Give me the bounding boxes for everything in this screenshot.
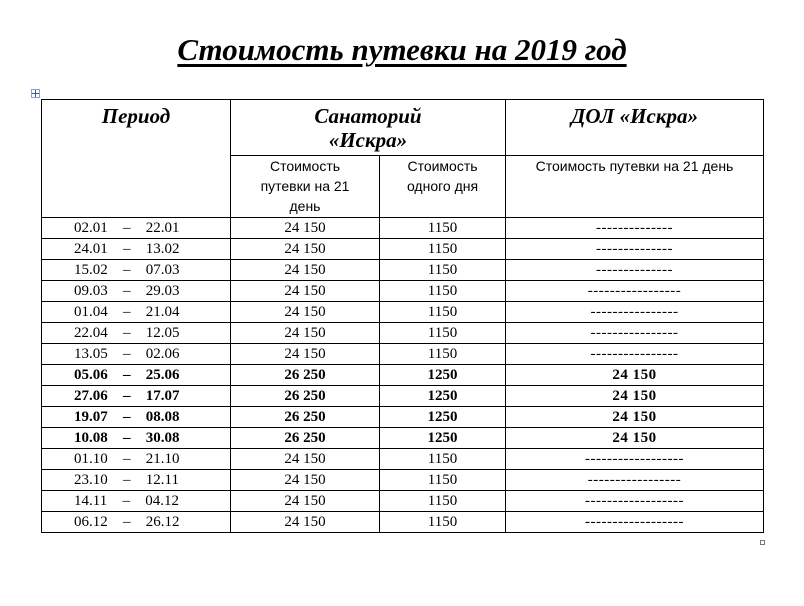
table-row xyxy=(42,386,764,407)
period-cell[interactable] xyxy=(42,365,231,386)
dol-price-cell[interactable]: -------------- xyxy=(506,218,764,239)
price-21-cell[interactable]: 24 150 xyxy=(231,491,380,512)
period-to: 08.08 xyxy=(145,409,180,425)
period-from: 02.01 xyxy=(74,220,108,236)
period-to: 21.04 xyxy=(145,304,180,320)
dol-price-cell[interactable]: 24 150 xyxy=(506,407,764,428)
table-row xyxy=(42,218,764,239)
dol-price-cell[interactable]: ---------------- xyxy=(506,323,764,344)
period-to: 29.03 xyxy=(145,283,180,299)
price-21-cell[interactable]: 24 150 xyxy=(231,218,380,239)
price-day-cell[interactable]: 1250 xyxy=(380,365,506,386)
dol-price-cell[interactable]: ---------------- xyxy=(506,344,764,365)
price-21-cell[interactable]: 24 150 xyxy=(231,281,380,302)
period-from: 19.07 xyxy=(74,409,108,425)
period-to: 02.06 xyxy=(145,346,180,362)
table-resize-handle-icon[interactable] xyxy=(760,540,765,545)
period-to: 04.12 xyxy=(145,493,179,509)
dol-price-cell[interactable]: -------------- xyxy=(506,239,764,260)
period-dash: – xyxy=(123,514,131,530)
price-21-cell[interactable]: 24 150 xyxy=(231,302,380,323)
period-dash: – xyxy=(123,346,131,362)
period-to: 25.06 xyxy=(145,367,180,383)
dol-price-cell[interactable]: 24 150 xyxy=(506,365,764,386)
dol-price-cell[interactable]: ------------------ xyxy=(506,449,764,470)
price-day-cell[interactable]: 1150 xyxy=(380,491,506,512)
price-21-cell[interactable]: 26 250 xyxy=(231,428,380,449)
table-row xyxy=(42,470,764,491)
period-dash: – xyxy=(123,304,131,320)
dol-price-cell[interactable]: ---------------- xyxy=(506,302,764,323)
price-day-cell[interactable]: 1150 xyxy=(380,512,506,533)
period-from: 23.10 xyxy=(74,472,108,488)
period-cell[interactable] xyxy=(42,302,231,323)
price-21-cell[interactable]: 24 150 xyxy=(231,449,380,470)
period-to: 30.08 xyxy=(145,430,180,446)
price-day-cell[interactable]: 1150 xyxy=(380,344,506,365)
period-from: 06.12 xyxy=(74,514,108,530)
period-to: 12.05 xyxy=(145,325,180,341)
period-to: 22.01 xyxy=(145,220,180,236)
table-row xyxy=(42,323,764,344)
table-row xyxy=(42,365,764,386)
period-cell[interactable] xyxy=(42,344,231,365)
period-to: 26.12 xyxy=(145,514,180,530)
period-from: 15.02 xyxy=(74,262,108,278)
dol-price-cell[interactable]: -------------- xyxy=(506,260,764,281)
price-day-cell[interactable]: 1150 xyxy=(380,470,506,491)
table-row xyxy=(42,281,764,302)
table-row xyxy=(42,491,764,512)
price-21-cell[interactable]: 24 150 xyxy=(231,260,380,281)
table-move-handle-icon[interactable] xyxy=(31,89,40,98)
period-dash: – xyxy=(123,409,131,425)
period-dash: – xyxy=(123,367,131,383)
dol-price-cell[interactable]: ----------------- xyxy=(506,281,764,302)
period-dash: – xyxy=(122,493,130,509)
table-body xyxy=(42,218,764,533)
price-day-cell[interactable]: 1150 xyxy=(380,218,506,239)
header-period: Период xyxy=(42,100,231,218)
period-from: 27.06 xyxy=(74,388,108,404)
period-cell[interactable] xyxy=(42,449,231,470)
period-cell[interactable] xyxy=(42,512,231,533)
table-row xyxy=(42,302,764,323)
dol-price-cell[interactable]: ------------------ xyxy=(506,512,764,533)
period-from: 10.08 xyxy=(74,430,108,446)
period-to: 07.03 xyxy=(145,262,180,278)
period-cell[interactable] xyxy=(42,281,231,302)
period-cell[interactable] xyxy=(42,407,231,428)
price-table xyxy=(41,99,764,533)
period-dash: – xyxy=(123,325,131,341)
price-21-cell[interactable]: 24 150 xyxy=(231,239,380,260)
price-day-cell[interactable]: 1150 xyxy=(380,449,506,470)
price-21-cell[interactable]: 26 250 xyxy=(231,386,380,407)
period-from: 14.11 xyxy=(74,493,108,509)
header-price-21-label: Стоимость путевки на 21 день xyxy=(260,158,350,214)
period-cell[interactable] xyxy=(42,260,231,281)
table-row xyxy=(42,239,764,260)
price-day-cell[interactable]: 1150 xyxy=(380,302,506,323)
dol-price-cell[interactable]: 24 150 xyxy=(506,428,764,449)
period-to: 21.10 xyxy=(145,451,180,467)
price-21-cell[interactable]: 24 150 xyxy=(231,470,380,491)
period-dash: – xyxy=(123,472,131,488)
price-21-cell[interactable]: 24 150 xyxy=(231,323,380,344)
table-row xyxy=(42,449,764,470)
table-row xyxy=(42,260,764,281)
period-from: 01.04 xyxy=(74,304,108,320)
price-day-cell[interactable]: 1250 xyxy=(380,386,506,407)
price-21-cell[interactable]: 24 150 xyxy=(231,344,380,365)
period-from: 24.01 xyxy=(74,241,108,257)
period-from: 05.06 xyxy=(74,367,108,383)
period-to: 17.07 xyxy=(145,388,180,404)
period-cell[interactable] xyxy=(42,491,231,512)
period-from: 22.04 xyxy=(74,325,108,341)
table-row xyxy=(42,344,764,365)
period-cell[interactable] xyxy=(42,323,231,344)
price-21-cell[interactable]: 24 150 xyxy=(231,512,380,533)
period-to: 13.02 xyxy=(145,241,180,257)
period-cell[interactable] xyxy=(42,428,231,449)
header-dol: ДОЛ «Искра» xyxy=(506,100,764,156)
table-row xyxy=(42,407,764,428)
period-dash: – xyxy=(123,283,131,299)
price-21-cell[interactable]: 26 250 xyxy=(231,365,380,386)
period-from: 01.10 xyxy=(74,451,108,467)
dol-price-cell[interactable]: 24 150 xyxy=(506,386,764,407)
document-title: Стоимость путевки на 2019 год xyxy=(177,32,627,67)
table-row xyxy=(42,512,764,533)
price-21-cell[interactable]: 26 250 xyxy=(231,407,380,428)
price-day-cell[interactable]: 1150 xyxy=(380,239,506,260)
price-day-cell[interactable]: 1150 xyxy=(380,323,506,344)
period-from: 13.05 xyxy=(74,346,108,362)
header-sanatorium-label: Санаторий «Искра» xyxy=(314,104,422,152)
period-dash: – xyxy=(123,220,131,236)
dol-price-cell[interactable]: ----------------- xyxy=(506,470,764,491)
period-from: 09.03 xyxy=(74,283,108,299)
period-cell[interactable] xyxy=(42,218,231,239)
header-price-day xyxy=(380,156,506,218)
dol-price-cell[interactable]: ------------------ xyxy=(506,491,764,512)
price-day-cell[interactable]: 1150 xyxy=(380,260,506,281)
table-row xyxy=(42,428,764,449)
period-cell[interactable] xyxy=(42,239,231,260)
price-day-cell[interactable]: 1150 xyxy=(380,281,506,302)
period-cell[interactable] xyxy=(42,470,231,491)
header-price-day-label: Стоимость одного дня xyxy=(406,158,479,194)
price-day-cell[interactable]: 1250 xyxy=(380,407,506,428)
period-dash: – xyxy=(123,241,131,257)
period-dash: – xyxy=(123,451,131,467)
period-dash: – xyxy=(123,430,131,446)
period-cell[interactable] xyxy=(42,386,231,407)
period-dash: – xyxy=(123,262,131,278)
period-to: 12.11 xyxy=(145,472,179,488)
header-sanatorium xyxy=(231,100,506,156)
price-day-cell[interactable]: 1250 xyxy=(380,428,506,449)
header-price-21 xyxy=(231,156,380,218)
header-dol-price-21: Стоимость путевки на 21 день xyxy=(506,156,764,218)
period-dash: – xyxy=(123,388,131,404)
